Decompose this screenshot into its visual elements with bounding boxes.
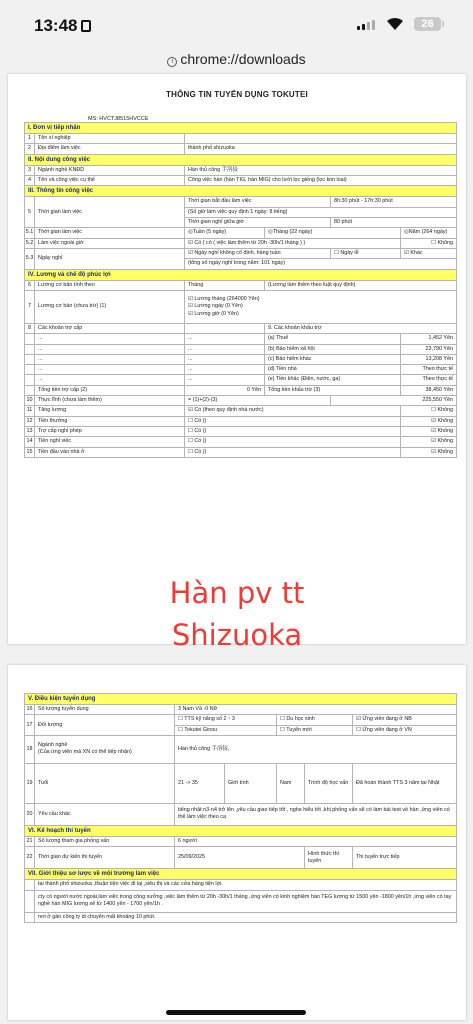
row-label: Yêu cầu khác <box>35 803 175 825</box>
deductions-title: 9. Các khoản khấu trừ <box>265 323 457 333</box>
section-title: IV. Lương và chế độ phúc lợi <box>25 269 457 280</box>
row-label: Tuổi <box>35 763 175 803</box>
row-value: 6 người <box>175 837 457 847</box>
deduction-total-value: 38,450 Yên <box>401 385 457 395</box>
row-value: tiếng nhật n3-n4 trở lên ,yêu cầu giao tiếp tốt , nghe hiểu tốt ,khi phỏng vấn sẽ có làm bài test về hàn ,ứng viên có thể làm việc theo ca <box>175 803 457 825</box>
salary-daily: ☑ Lương ngày (0 Yên) <box>188 303 243 310</box>
table-row <box>25 248 457 258</box>
section-title: I. Đơn vị tiếp nhận <box>25 123 457 134</box>
option-yes: ☐ Có () <box>185 437 401 447</box>
break-time-label: Thời gian nghỉ giữa giờ <box>185 218 331 228</box>
section-header <box>25 825 457 836</box>
deduction-value: Theo thực tế <box>401 365 457 375</box>
weekly-days: ◎Tuần (5 ngày) <box>185 228 265 238</box>
battery-icon <box>414 17 441 31</box>
target-option: ☐ Tuyển mới <box>277 725 353 735</box>
deduction-label: (a) Thuế <box>265 334 401 344</box>
document-title: THÔNG TIN TUYỂN DỤNG TOKUTEI <box>166 90 308 99</box>
row-label-line: Ngành nghề <box>38 742 68 749</box>
row-label: Tiền nghỉ việc <box>35 437 185 447</box>
pdf-page-1 <box>8 74 466 652</box>
option-no: ☑ Không <box>401 426 457 436</box>
allowance-value: ... <box>185 354 265 364</box>
row-number: 6 <box>25 280 35 290</box>
section-title: VI. Kế hoạch thi tuyển <box>25 825 457 836</box>
exam-form-label: Hình thức thi tuyển <box>305 847 353 869</box>
table-row <box>25 144 457 154</box>
row-value: 3 Nam Và -0 Nữ <box>175 705 457 715</box>
row-label: Làm việc ngoài giờ <box>35 238 185 248</box>
holiday-other: ☑ Khác <box>401 248 457 258</box>
allowance-value: ... <box>185 334 265 344</box>
row-number: 1 <box>25 134 35 144</box>
holiday-weekly: ☑ Ngày nghỉ không cố định, hàng tuần <box>185 248 331 258</box>
document-code: MS: HVCTJ8515HVCCE <box>88 116 149 122</box>
target-option: ☐ Ứng viên đang ở VN <box>353 725 457 735</box>
row-number: 2 <box>25 144 35 154</box>
status-bar <box>0 0 473 44</box>
row-number: 20 <box>25 803 35 825</box>
row-label: Thời gian làm việc <box>35 197 185 228</box>
row-number: 15 <box>25 447 35 457</box>
clock <box>34 16 91 36</box>
table-row <box>25 705 457 715</box>
battery-level: 26 <box>421 18 434 30</box>
table-row <box>25 228 457 238</box>
table-row <box>25 238 457 248</box>
table-row <box>25 447 457 457</box>
table-row <box>25 375 457 385</box>
table-row <box>25 385 457 395</box>
allowance-item: ... <box>35 334 185 344</box>
row-label: Số lượng tham gia phỏng vấn <box>35 837 175 847</box>
row-number: 5.2 <box>25 238 35 248</box>
table-row <box>25 334 457 344</box>
deduction-value: 1,452 Yên <box>401 334 457 344</box>
table-row <box>25 134 457 144</box>
option-yes: ☐ Có () <box>185 426 401 436</box>
table-row <box>25 847 457 869</box>
table-row <box>25 437 457 447</box>
overlay-line-1: Hàn pv tt <box>169 576 305 610</box>
table-row <box>25 890 457 912</box>
table-row <box>25 426 457 436</box>
net-formula: = (1)+(2)-(3) <box>185 396 331 406</box>
section-title: V. Điều kiện tuyển dụng <box>25 694 457 705</box>
section-header <box>25 186 457 197</box>
gender-label: Giới tính <box>225 763 277 803</box>
section-header <box>25 694 457 705</box>
clock-text: 13:48 <box>34 16 78 35</box>
allowance-item: ... <box>35 344 185 354</box>
option-yes: ☑ Có (theo quy định nhà nước) <box>185 406 401 416</box>
allowance-value: ... <box>185 365 265 375</box>
break-time-value: 80 phút <box>331 218 457 228</box>
deduction-label: (b) Bảo hiểm xã hội <box>265 344 401 354</box>
table-row <box>25 880 457 890</box>
table-row <box>25 280 457 290</box>
row-number: 5.1 <box>25 228 35 238</box>
education-value: Đã hoàn thành TTS 3 năm tại Nhật <box>353 763 457 803</box>
row-number: 7 <box>25 290 35 323</box>
monthly-days: ◎Tháng (22 ngày) <box>265 228 401 238</box>
start-time-value: 8h:30 phút - 17h:30 phút <box>331 197 457 207</box>
deduction-label: (c) Bảo hiểm khác <box>265 354 401 364</box>
target-option: ☐ Tokutei Ginou <box>175 725 277 735</box>
target-option: ☑ Ứng viên đang ở NB <box>353 715 457 725</box>
table-row <box>25 396 457 406</box>
row-label-note: (Của ứng viên mà XN có thể tiếp nhận) <box>38 749 132 756</box>
row-number: 4 <box>25 176 35 186</box>
target-option: ☐ Du học sinh <box>277 715 353 725</box>
allowance-total-label: Tổng tiền trợ cấp (2) <box>35 385 185 395</box>
allowance-item: ... <box>35 354 185 364</box>
row-label: Lương cơ bản tính theo <box>35 280 185 290</box>
table-row <box>25 323 457 333</box>
wifi-icon <box>385 15 405 31</box>
row-number: 21 <box>25 837 35 847</box>
allowance-value: ... <box>185 375 265 385</box>
row-value: Công việc hàn (hàn TIG, hàn MIG) cho lưới lọc giếng (lọc kim loại) <box>185 176 457 186</box>
exam-date: 25/09/2025 <box>175 847 305 869</box>
net-salary: 225,550 Yên <box>331 396 457 406</box>
section-title: VII. Giới thiệu sơ lược về môi trường làm việc <box>25 869 457 880</box>
allowance-item: ... <box>35 365 185 375</box>
row-label: Tiền đầu vào nhà ở <box>35 447 185 457</box>
holiday-total: (tổng số ngày nghỉ trong năm: 101 ngày) <box>185 259 457 269</box>
gender-value: Nam <box>277 763 305 803</box>
url-text: chrome://downloads <box>180 51 306 67</box>
deduction-value: Theo thực tế <box>401 375 457 385</box>
row-number: 5 <box>25 197 35 228</box>
info-icon[interactable]: i <box>167 57 177 67</box>
row-label: Ngày nghỉ <box>35 248 185 269</box>
table-row <box>25 365 457 375</box>
row-value: thành phố shizuoka <box>185 144 457 154</box>
row-label: Địa điểm làm việc <box>35 144 185 154</box>
home-indicator[interactable] <box>166 1010 306 1015</box>
section-title: II. Nội dung công việc <box>25 154 457 165</box>
exam-form-value: Thi tuyển trực tiếp <box>353 847 457 869</box>
row-label: Tăng lương <box>35 406 185 416</box>
row-number: 12 <box>25 416 35 426</box>
table-row <box>25 715 457 725</box>
row-label: Thời gian làm việc <box>35 228 185 238</box>
row-label: Lương cơ bản (chưa trừ) (1) <box>35 290 185 323</box>
row-label: Ngành nghề KNĐD <box>35 165 185 175</box>
pdf-page-2 <box>8 665 466 1020</box>
row-label: Tên xí nghiệp <box>35 134 185 144</box>
row-label: Thời gian dự kiến thi tuyển <box>35 847 175 869</box>
row-number: 11 <box>25 406 35 416</box>
row-number: 19 <box>25 763 35 803</box>
deduction-value: 13,208 Yên <box>401 354 457 364</box>
section-header <box>25 269 457 280</box>
recruitment-table <box>24 693 457 923</box>
daily-hours-note: (Số giờ làm việc quy định 1 ngày: 8 tiếng) <box>185 207 457 217</box>
salary-hourly: ☑ Lương giờ (0 Yên) <box>188 310 239 317</box>
target-option: ☐ TTS kỹ năng số 2・3 <box>175 715 277 725</box>
education-label: Trình độ học vấn <box>305 763 353 803</box>
row-label <box>35 735 175 763</box>
row-number: 22 <box>25 847 35 869</box>
row-number: 14 <box>25 437 35 447</box>
row-number: 8 <box>25 323 35 333</box>
age-range: 21 -> 35 <box>175 763 225 803</box>
row-number: 13 <box>25 426 35 436</box>
row-value: Hàn thủ công 手溶接 <box>185 165 457 175</box>
table-row <box>25 763 457 803</box>
table-row <box>25 176 457 186</box>
table-row <box>25 837 457 847</box>
table-row <box>25 912 457 922</box>
row-number: 16 <box>25 705 35 715</box>
table-row <box>25 197 457 207</box>
section-title: III. Thông tin công việc <box>25 186 457 197</box>
salary-options <box>185 290 457 323</box>
overlay-line-2: Shizuoka <box>171 618 303 652</box>
deduction-value: 23,790 Yên <box>401 344 457 354</box>
overtime-note: (Lương làm thêm theo luật quy định) <box>265 280 457 290</box>
row-number: 18 <box>25 735 35 763</box>
deduction-label: (e) Tiền khác (Điện, nước, ga) <box>265 375 401 385</box>
row-value <box>185 134 457 144</box>
table-row <box>25 803 457 825</box>
row-label: Thực lĩnh (chưa làm thêm) <box>35 396 185 406</box>
table-row <box>25 344 457 354</box>
option-no: ☑ Không <box>401 447 457 457</box>
option-no: ☐ Không <box>401 406 457 416</box>
notification-icon <box>81 20 91 32</box>
environment-text: nơi ở gần công ty di chuyển mất khoảng 10 phút. <box>35 912 457 922</box>
row-label: Tên và công việc cụ thể <box>35 176 185 186</box>
table-row <box>25 290 457 323</box>
row-number: 17 <box>25 715 35 736</box>
signal-icon <box>357 20 375 30</box>
deduction-label: (d) Tiền nhà <box>265 365 401 375</box>
option-no: ☑ Không <box>401 437 457 447</box>
table-row <box>25 354 457 364</box>
address-bar[interactable] <box>0 44 473 74</box>
section-header <box>25 869 457 880</box>
overtime-yes: ☑ Có ( có ( việc làm thêm từ 20h -30h/1 tháng ) ) <box>185 238 401 248</box>
overtime-no: ☐ Không <box>401 238 457 248</box>
table-row <box>25 406 457 416</box>
row-value: Hàn thủ công 手溶接, <box>175 735 457 763</box>
allowance-value: ... <box>185 344 265 354</box>
start-time-label: Thời gian bắt đầu làm việc <box>185 197 331 207</box>
option-no: ☑ Không <box>401 416 457 426</box>
job-info-table <box>24 122 457 458</box>
table-row <box>25 735 457 763</box>
row-number: 10 <box>25 396 35 406</box>
environment-text: cty có người nước ngoài,làm việc trong công xưởng ,việc làm thêm từ 20h -30h/1 tháng ,ứng viên có kinh nghiệm hàn TEG lương từ 1500 yên -1800 yên/1h ,ứng viên có tay nghề hàn MIG lương sẽ từ 1400 yên - 1700 yên/1h . <box>35 890 457 912</box>
section-header <box>25 154 457 165</box>
yearly-days: ◎Năm (264 ngày) <box>401 228 457 238</box>
row-number: 3 <box>25 165 35 175</box>
table-row <box>25 416 457 426</box>
salary-monthly: ☑ Lương tháng (264000 Yên) <box>188 295 260 302</box>
deduction-total-label: Tổng tiền khấu trừ (3) <box>265 385 401 395</box>
row-number: 5.3 <box>25 248 35 269</box>
allowance-total-value: 0 Yên <box>185 385 265 395</box>
row-label: Trợ cấp nghỉ phép <box>35 426 185 436</box>
row-label: Số lượng tuyển dụng <box>35 705 175 715</box>
environment-text: tại thành phố shizuoka ,thuận tiện việc đi lại ,siêu thị và các cửa hàng tiện lợi. <box>35 880 457 890</box>
row-label: Tiền thưởng <box>35 416 185 426</box>
holiday-public: ☐ Ngày lễ <box>331 248 401 258</box>
allowance-item: ... <box>35 375 185 385</box>
option-yes: ☐ Có () <box>185 416 401 426</box>
row-label: Các khoản trợ cấp <box>35 323 185 333</box>
salary-basis: Tháng <box>185 280 265 290</box>
table-row <box>25 165 457 175</box>
row-label: Đối tượng <box>35 715 175 736</box>
section-header <box>25 123 457 134</box>
option-yes: ☐ Có () <box>185 447 401 457</box>
